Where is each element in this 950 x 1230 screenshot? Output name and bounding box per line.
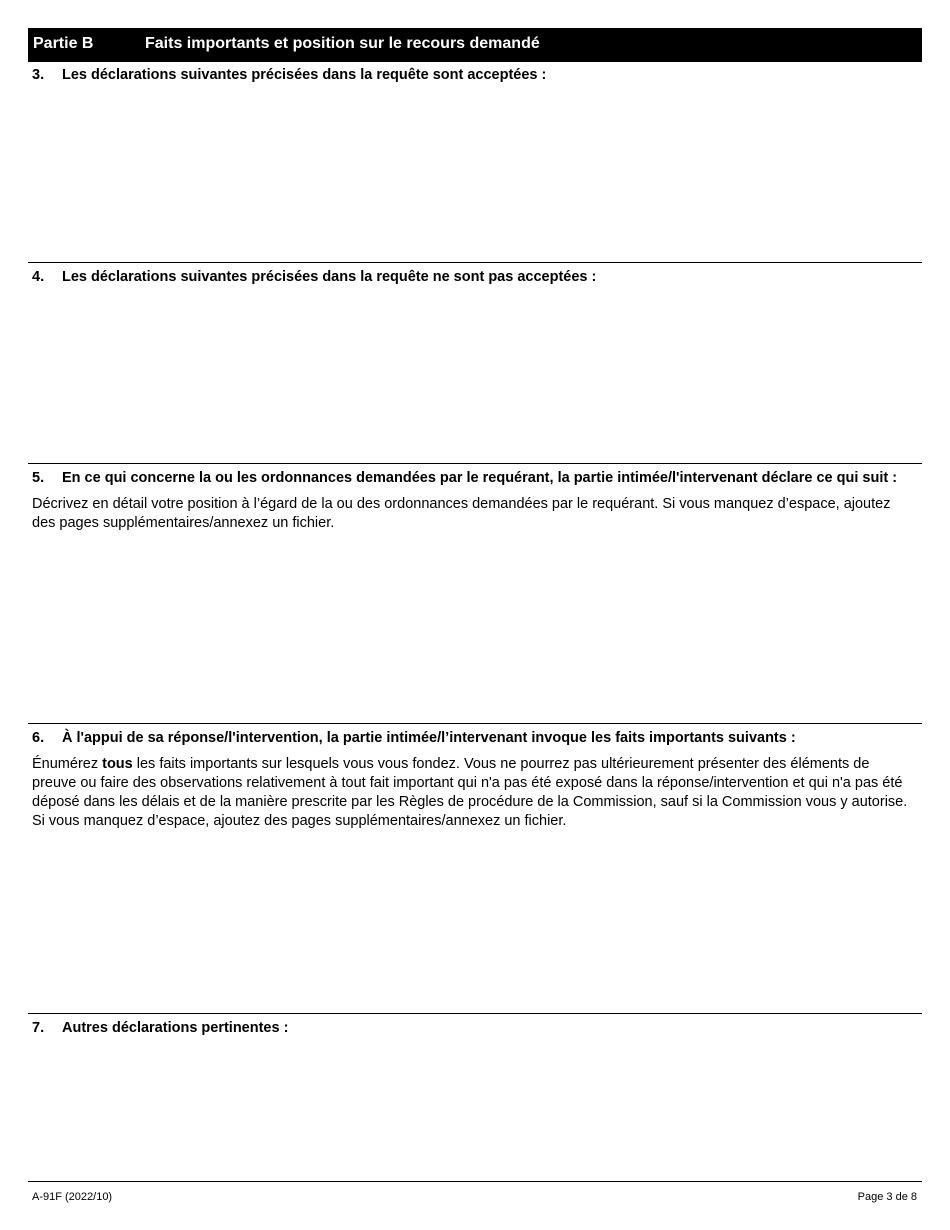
question-7-heading <box>28 1019 922 1038</box>
question-6-heading <box>28 729 922 748</box>
instruction-prefix: Énumérez <box>32 756 103 772</box>
question-text: À l'appui de sa réponse/l'intervention, la partie intimée/l’intervenant invoque les faits importants suivants : <box>62 730 796 746</box>
question-text: Les déclarations suivantes précisées dans la requête ne sont pas acceptées : <box>62 269 597 285</box>
question-3-section <box>28 66 922 262</box>
instruction-suffix: les faits importants sur lesquels vous vous fondez. Vous ne pourrez pas ultérieurement présenter des éléments de preuve ou faire des observations relativement à tout fait important qui n'a pas été exposé dans la réponse/intervention et qui n'a pas été déposé dans les délais et de la manière prescrite par les Règles de procédure de la Commission, sauf si la Commission vous y autorise. Si vous manquez d’espace, ajoutez des pages supplémentaires/annexez un fichier. <box>32 756 908 829</box>
question-number: 3. <box>32 67 45 83</box>
answer-field-4[interactable] <box>28 287 922 457</box>
instruction-emphasis: tous <box>102 756 133 772</box>
question-number: 5. <box>32 470 45 486</box>
question-6-section <box>28 723 922 1013</box>
question-text: Autres déclarations pertinentes : <box>62 1020 289 1036</box>
question-text: En ce qui concerne la ou les ordonnances demandées par le requérant, la partie intimée/l'intervenant déclare ce qui suit : <box>62 470 898 486</box>
part-title: Faits importants et position sur le recours demandé <box>145 35 540 52</box>
answer-field-6[interactable] <box>28 831 922 991</box>
part-label: Partie B <box>33 35 94 52</box>
question-4-heading <box>28 268 922 287</box>
question-number: 6. <box>32 730 45 746</box>
question-5-section <box>28 463 922 723</box>
answer-field-7[interactable] <box>28 1038 922 1178</box>
answer-field-5[interactable] <box>28 533 922 693</box>
question-6-instruction <box>28 755 922 831</box>
question-number: 7. <box>32 1020 45 1036</box>
question-5-heading <box>28 469 922 488</box>
question-7-section <box>28 1013 922 1181</box>
question-number: 4. <box>32 269 45 285</box>
question-5-instruction: Décrivez en détail votre position à l’égard de la ou des ordonnances demandées par le requérant. Si vous manquez d’espace, ajoutez des pages supplémentaires/annexez un fichier. <box>32 496 891 531</box>
form-code: A-91F (2022/10) <box>32 1191 113 1203</box>
part-b-header <box>28 28 922 62</box>
question-4-section <box>28 262 922 463</box>
question-text: Les déclarations suivantes précisées dans la requête sont acceptées : <box>62 67 547 83</box>
question-3-heading <box>28 66 922 85</box>
footer-divider <box>28 1181 922 1182</box>
page-number: Page 3 de 8 <box>857 1191 917 1203</box>
answer-field-3[interactable] <box>28 85 922 255</box>
